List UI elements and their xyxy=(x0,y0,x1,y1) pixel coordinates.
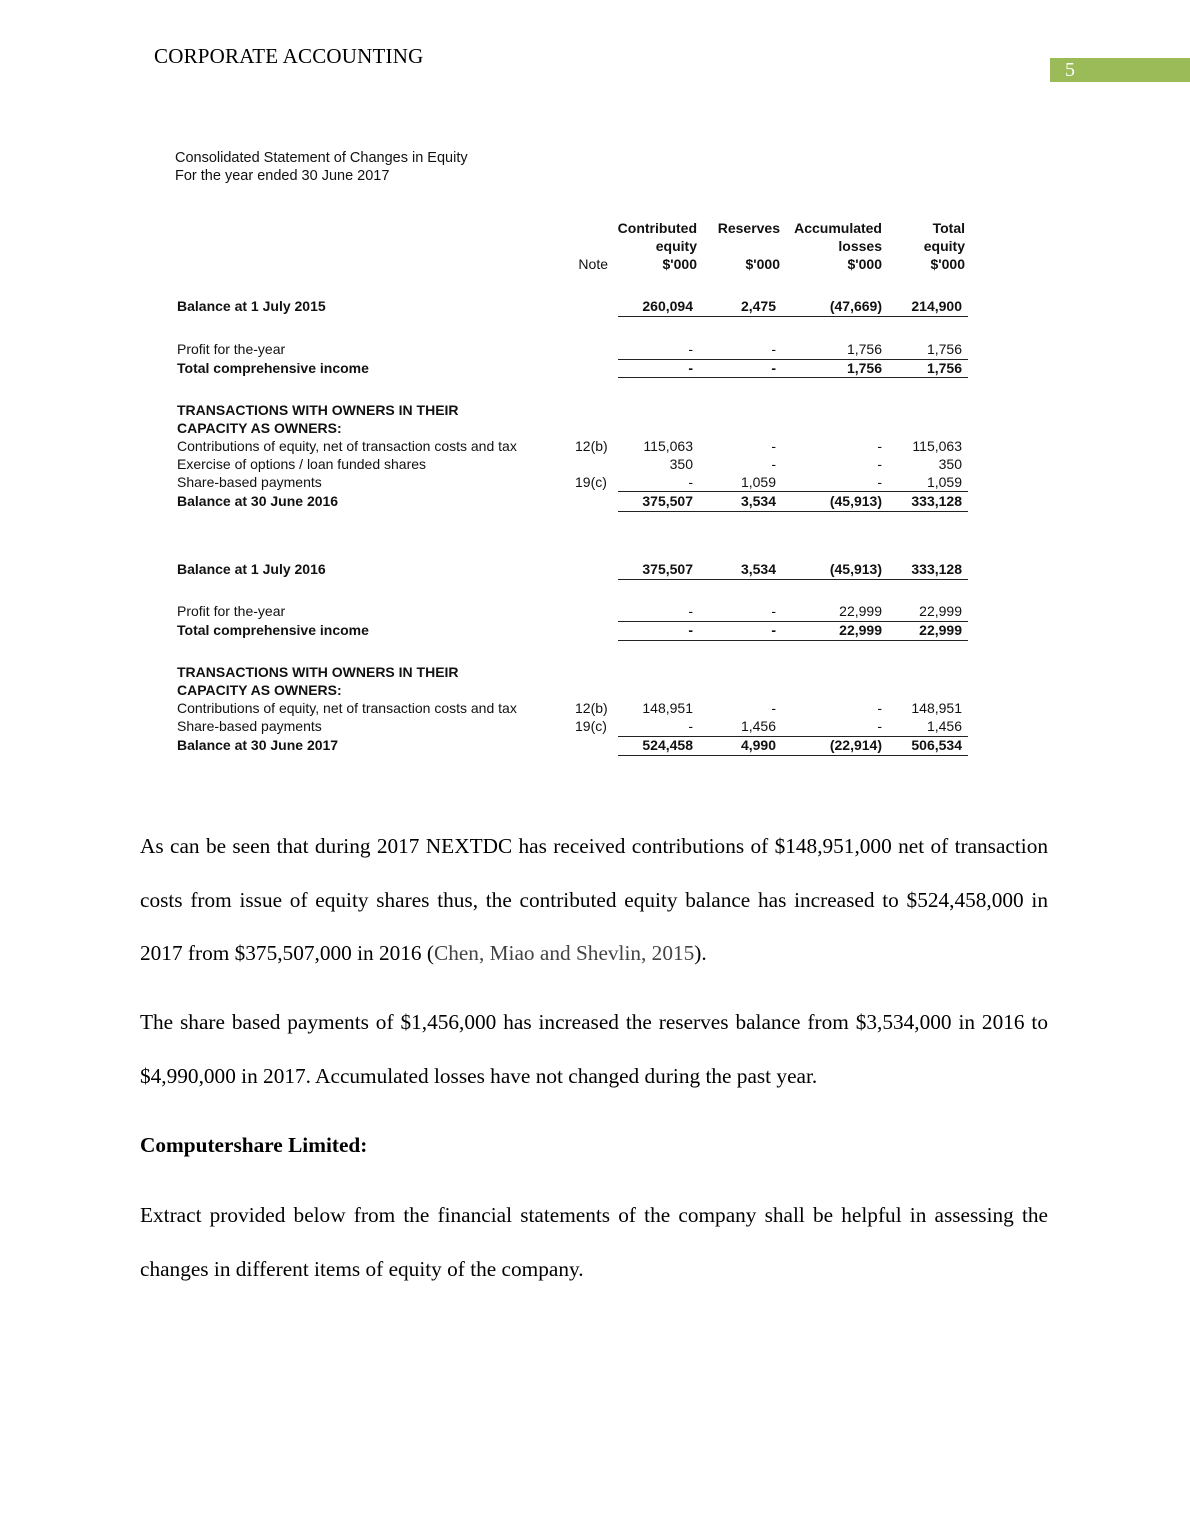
rule-line xyxy=(618,640,968,641)
rule-line xyxy=(618,621,968,622)
row-value: 22,999 xyxy=(839,603,882,619)
row-value: 1,756 xyxy=(846,341,882,357)
row-value: 4,990 xyxy=(740,737,776,753)
row-value: - xyxy=(688,718,693,734)
column-header-accumulated: Accumulated xyxy=(794,220,882,236)
paragraph-contributions xyxy=(140,820,1048,981)
row-value: 375,507 xyxy=(642,561,693,577)
row-label: CAPACITY AS OWNERS: xyxy=(177,682,342,698)
paragraph-reserves: The share based payments of $1,456,000 has increased the reserves balance from $3,534,000 in 2016 to $4,990,000 in 2017. Accumulated losses have not changed during the past year. xyxy=(140,1010,1048,1088)
row-value: - xyxy=(688,603,693,619)
page-number: 5 xyxy=(1050,58,1190,82)
column-header-reserves: Reserves xyxy=(717,220,780,236)
row-value: 22,999 xyxy=(839,622,882,638)
row-value: 148,951 xyxy=(642,700,693,716)
row-value: - xyxy=(688,474,693,490)
row-value: 506,534 xyxy=(911,737,962,753)
column-header-contributed: $'000 xyxy=(662,256,697,272)
row-value: 1,059 xyxy=(926,474,962,490)
rule-line xyxy=(618,736,968,737)
running-header: CORPORATE ACCOUNTING xyxy=(154,44,424,68)
row-label: Balance at 1 July 2015 xyxy=(177,298,326,314)
citation: Chen, Miao and Shevlin, 2015 xyxy=(434,941,695,965)
row-value: (45,913) xyxy=(829,493,882,509)
row-label: Balance at 30 June 2017 xyxy=(177,737,339,753)
row-value: 1,756 xyxy=(846,360,882,376)
rule-line xyxy=(618,377,968,378)
row-label: Balance at 1 July 2016 xyxy=(177,561,326,577)
row-label: TRANSACTIONS WITH OWNERS IN THEIR xyxy=(177,402,459,418)
row-value: - xyxy=(771,341,776,357)
row-value: 260,094 xyxy=(642,298,693,314)
row-value: 22,999 xyxy=(919,603,962,619)
rule-line xyxy=(618,579,968,580)
row-note: 19(c) xyxy=(575,474,607,490)
row-value: - xyxy=(688,360,693,376)
row-label: Total comprehensive income xyxy=(177,360,369,376)
column-header-total: equity xyxy=(923,238,965,254)
column-header-accumulated: losses xyxy=(838,238,882,254)
row-value: 1,456 xyxy=(926,718,962,734)
column-header-total: Total xyxy=(932,220,965,236)
statement-subtitle: For the year ended 30 June 2017 xyxy=(175,168,390,184)
rule-line xyxy=(618,316,968,317)
row-value: 3,534 xyxy=(740,493,776,509)
paragraph-end: ). xyxy=(694,941,707,965)
row-note: 19(c) xyxy=(575,718,607,734)
row-value: - xyxy=(771,456,776,472)
row-label: Contributions of equity, net of transaction costs and tax xyxy=(177,700,517,716)
row-value: 115,063 xyxy=(912,438,962,454)
column-header-total: $'000 xyxy=(930,256,965,272)
row-note: 12(b) xyxy=(575,438,608,454)
column-header-accumulated: $'000 xyxy=(847,256,882,272)
column-header-reserves: $'000 xyxy=(745,256,780,272)
row-value: - xyxy=(688,341,693,357)
row-value: - xyxy=(771,622,776,638)
row-value: 148,951 xyxy=(911,700,962,716)
row-value: 115,063 xyxy=(643,438,693,454)
row-value: (22,914) xyxy=(829,737,882,753)
row-value: 214,900 xyxy=(911,298,962,314)
row-note: 12(b) xyxy=(575,700,608,716)
row-label: Total comprehensive income xyxy=(177,622,369,638)
rule-line xyxy=(618,511,968,512)
row-value: - xyxy=(771,700,776,716)
row-value: - xyxy=(688,622,693,638)
row-value: 1,059 xyxy=(740,474,776,490)
section-heading: Computershare Limited: xyxy=(140,1133,368,1157)
row-label: Exercise of options / loan funded shares xyxy=(177,456,427,472)
row-value: 22,999 xyxy=(919,622,962,638)
row-value: - xyxy=(771,603,776,619)
row-value: 524,458 xyxy=(642,737,693,753)
column-header-contributed: equity xyxy=(655,238,697,254)
row-label: Share-based payments xyxy=(177,474,322,490)
statement-title: Consolidated Statement of Changes in Equity xyxy=(175,150,468,166)
row-value: 2,475 xyxy=(740,298,776,314)
row-value: (45,913) xyxy=(829,561,882,577)
row-label: Profit for the-year xyxy=(177,603,286,619)
row-value: 333,128 xyxy=(911,561,962,577)
row-label: Share-based payments xyxy=(177,718,322,734)
row-value: 1,456 xyxy=(740,718,776,734)
paragraph-extract: Extract provided below from the financial statements of the company shall be helpful in assessing the changes in different items of equity of the company. xyxy=(140,1203,1048,1281)
rule-line xyxy=(618,359,968,360)
row-label: Profit for the-year xyxy=(177,341,286,357)
row-value: 350 xyxy=(938,456,962,472)
row-value: 1,756 xyxy=(926,341,962,357)
row-label: Contributions of equity, net of transaction costs and tax xyxy=(177,438,517,454)
row-value: - xyxy=(877,700,882,716)
row-value: 350 xyxy=(669,456,693,472)
paragraph-text: As can be seen that during 2017 NEXTDC has received contributions of $148,951,000 net of transaction costs from issue of equity shares thus, the contributed equity balance has increased to $524,458,000 in 2017 from $375,507,000 in 2016 ( xyxy=(140,834,1048,965)
row-label: CAPACITY AS OWNERS: xyxy=(177,420,342,436)
row-value: 1,756 xyxy=(926,360,962,376)
row-label: Balance at 30 June 2016 xyxy=(177,493,339,509)
row-value: (47,669) xyxy=(829,298,882,314)
row-value: 375,507 xyxy=(642,493,693,509)
row-value: - xyxy=(877,474,882,490)
rule-line xyxy=(618,491,968,492)
row-value: 3,534 xyxy=(740,561,776,577)
column-header-contributed: Contributed xyxy=(617,220,697,236)
row-value: - xyxy=(771,360,776,376)
row-value: - xyxy=(877,456,882,472)
rule-line xyxy=(618,755,968,756)
row-value: - xyxy=(877,438,882,454)
column-header-note: Note xyxy=(578,256,608,272)
row-value: - xyxy=(771,438,776,454)
row-label: TRANSACTIONS WITH OWNERS IN THEIR xyxy=(177,664,459,680)
row-value: - xyxy=(877,718,882,734)
row-value: 333,128 xyxy=(911,493,962,509)
